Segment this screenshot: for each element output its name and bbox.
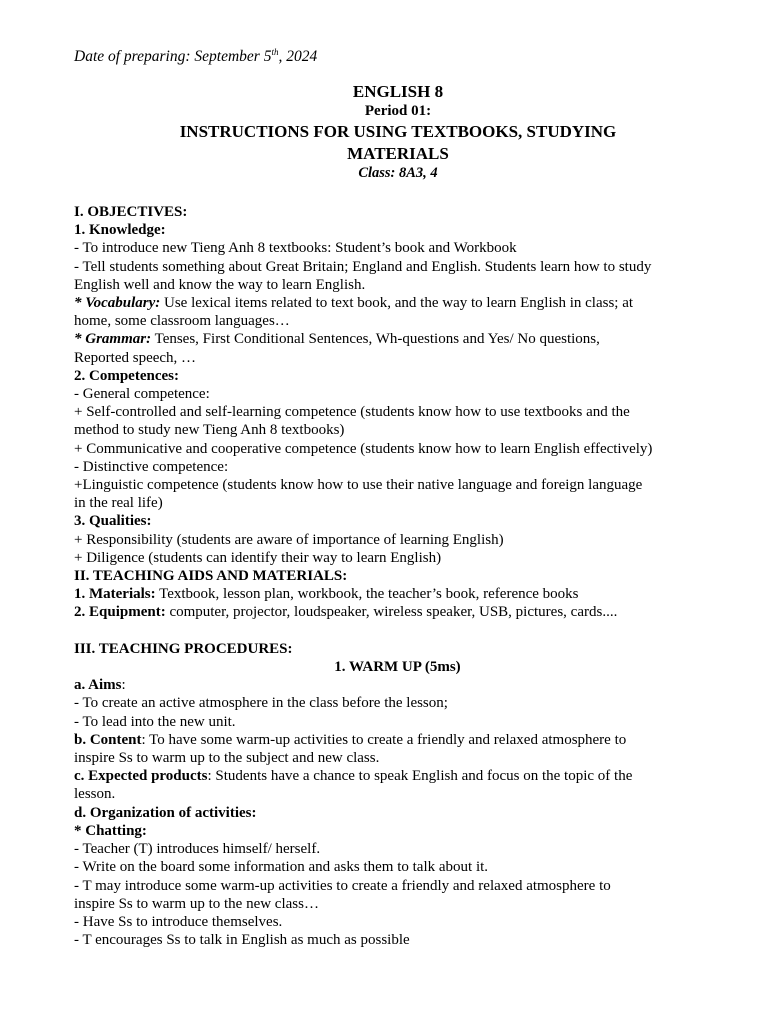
quality-line: + Diligence (students can identify their way to learn English) <box>74 549 442 566</box>
grammar-line: Reported speech, … <box>74 349 197 366</box>
competence-line: method to study new Tieng Anh 8 textbooks) <box>74 422 345 439</box>
subheading-qualities: 3. Qualities: <box>74 513 152 530</box>
knowledge-line: - Tell students something about Great Britain; England and English. Students learn how to study <box>74 258 652 275</box>
materials-label: 1. Materials: <box>74 586 156 603</box>
chatting-step: - T may introduce some warm-up activities to create a friendly and relaxed atmosphere to <box>74 877 611 894</box>
vocabulary-line: home, some classroom languages… <box>74 313 290 330</box>
aims-colon: : <box>121 677 126 694</box>
date-text: Date of preparing: September 5 <box>74 48 272 66</box>
competence-line: - Distinctive competence: <box>74 458 229 475</box>
subject-title: ENGLISH 8 <box>352 82 444 101</box>
aims-item: - To lead into the new unit. <box>74 713 236 730</box>
aims-item: - To create an active atmosphere in the class before the lesson; <box>74 695 448 712</box>
chatting-heading: * Chatting: <box>74 822 147 839</box>
equipment-label: 2. Equipment: <box>74 604 166 621</box>
vocabulary-text: Use lexical items related to text book, and the way to learn English in class; at <box>160 295 634 312</box>
chatting-step: - Write on the board some information and asks them to talk about it. <box>74 859 489 876</box>
date-of-preparing <box>74 43 317 66</box>
products-label: c. Expected products <box>74 768 208 785</box>
chatting-step: - T encourages Ss to talk in English as much as possible <box>74 932 410 949</box>
section-heading-objectives: I. OBJECTIVES: <box>74 204 188 220</box>
competence-line: - General competence: <box>74 386 210 403</box>
subheading-competences: 2. Competences: <box>74 367 179 384</box>
grammar-line <box>74 330 721 348</box>
equipment-line <box>74 603 721 621</box>
section-heading-aids: II. TEACHING AIDS AND MATERIALS: <box>74 568 348 585</box>
content-label: b. Content <box>74 731 142 748</box>
content-line: inspire Ss to warm up to the subject and new class. <box>74 750 380 767</box>
aims-label: a. Aims <box>74 677 122 694</box>
warmup-heading: 1. WARM UP (5ms) <box>334 659 461 676</box>
content-text: : To have some warm-up activities to create a friendly and relaxed atmosphere to <box>141 731 627 748</box>
quality-line: + Responsibility (students are aware of importance of learning English) <box>74 531 504 548</box>
content-line <box>74 731 721 749</box>
chatting-step: - Have Ss to introduce themselves. <box>74 913 283 930</box>
equipment-text: computer, projector, loudspeaker, wireless speaker, USB, pictures, cards.... <box>165 604 618 621</box>
lesson-title-line-2: MATERIALS <box>347 144 449 163</box>
blank-line <box>74 622 721 640</box>
vocabulary-label: * Vocabulary: <box>74 295 161 312</box>
grammar-text: Tenses, First Conditional Sentences, Wh-questions and Yes/ No questions, <box>151 331 600 348</box>
competence-line: in the real life) <box>74 495 163 512</box>
period-label: Period 01: <box>364 103 432 119</box>
date-superscript: th <box>271 47 279 57</box>
vocabulary-line <box>74 294 721 312</box>
date-year: , 2024 <box>278 48 318 66</box>
subheading-knowledge: 1. Knowledge: <box>74 222 166 239</box>
products-line <box>74 767 721 785</box>
document-header <box>74 81 722 182</box>
competence-line: +Linguistic competence (students know how to use their native language and foreign language <box>74 477 643 494</box>
knowledge-line: English well and know the way to learn English. <box>74 276 366 293</box>
products-text: : Students have a chance to speak English and focus on the topic of the <box>207 768 633 785</box>
lesson-title-line-1: INSTRUCTIONS FOR USING TEXTBOOKS, STUDYING <box>179 122 617 141</box>
organization-heading: d. Organization of activities: <box>74 804 257 821</box>
materials-text: Textbook, lesson plan, workbook, the teacher’s book, reference books <box>155 586 579 603</box>
knowledge-line: - To introduce new Tieng Anh 8 textbooks: Student’s book and Workbook <box>74 240 517 257</box>
aims-line <box>74 676 721 694</box>
products-line: lesson. <box>74 786 116 803</box>
chatting-step: - Teacher (T) introduces himself/ herself. <box>74 841 321 858</box>
class-label: Class: 8A3, 4 <box>358 165 438 181</box>
materials-line <box>74 585 721 603</box>
competence-line: + Communicative and cooperative competence (students know how to learn English effectively) <box>74 440 653 457</box>
document-body <box>74 203 721 949</box>
chatting-step: inspire Ss to warm up to the new class… <box>74 895 319 912</box>
grammar-label: * Grammar: <box>74 331 152 348</box>
competence-line: + Self-controlled and self-learning competence (students know how to use textbooks and the <box>74 404 630 421</box>
section-heading-procedures: III. TEACHING PROCEDURES: <box>74 640 293 657</box>
